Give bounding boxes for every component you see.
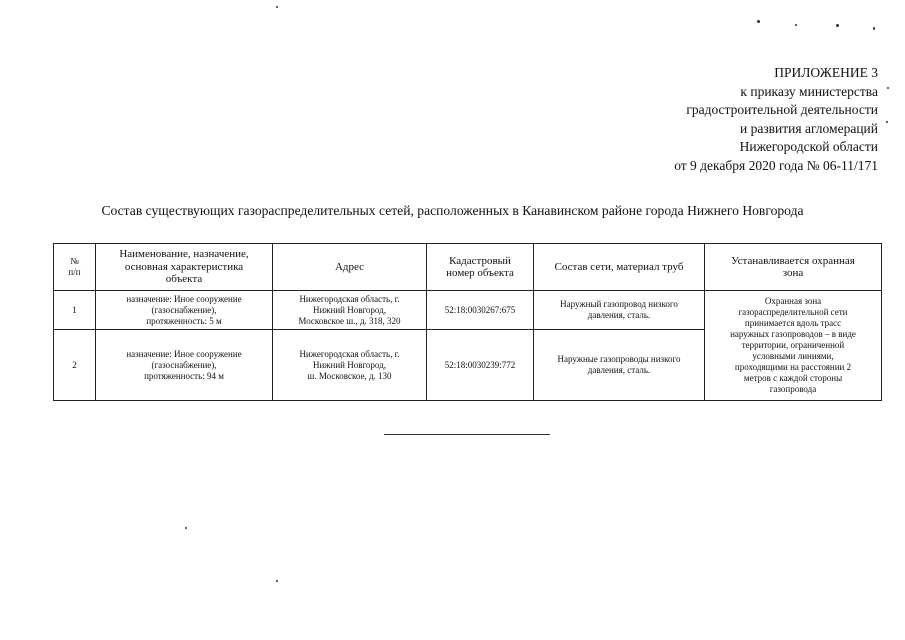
row-name: назначение: Иное сооружение (газоснабжение), протяженность: 94 м	[96, 330, 273, 401]
header-cadastral: Кадастровый номер объекта	[427, 244, 534, 291]
scan-speck	[185, 527, 187, 529]
region-line: Нижегородской области	[739, 139, 878, 155]
order-date-line: от 9 декабря 2020 года № 06-11/171	[674, 157, 878, 173]
scan-speck	[886, 121, 888, 123]
row-num: 1	[54, 291, 96, 330]
row-network: Наружный газопровод низкого давления, сталь.	[534, 291, 705, 330]
row-cadastral: 52:18:0030239:772	[427, 330, 534, 401]
scan-speck	[276, 6, 278, 8]
order-line: к приказу министерства	[740, 83, 878, 99]
row-name: назначение: Иное сооружение (газоснабжение), протяженность: 5 м	[96, 291, 273, 330]
row-num: 2	[54, 330, 96, 401]
scan-speck	[757, 20, 760, 23]
header-address: Адрес	[273, 244, 427, 291]
document-title: Состав существующих газораспределительных сетей, расположенных в Канавинском районе города Нижнего Новгорода	[101, 203, 804, 218]
header-network: Состав сети, материал труб	[534, 244, 705, 291]
row-zone: Охранная зона газораспределительной сети принимается вдоль трасс наружных газопроводов – в виде территории, ограниченной условными линиями, проходящими на расстоянии 2 метров с каждой стороны газопровода	[705, 291, 882, 401]
table-header-row	[54, 244, 882, 291]
gas-networks-table	[53, 243, 882, 401]
end-rule	[384, 434, 550, 435]
ministry-line-2: и развития агломераций	[739, 120, 878, 136]
appendix-header	[674, 64, 878, 176]
header-name: Наименование, назначение, основная характеристика объекта	[96, 244, 273, 291]
scan-speck	[887, 87, 889, 89]
ministry-line: градостроительной деятельности	[686, 102, 878, 118]
row-address: Нижегородская область, г. Нижний Новгород, Московское ш., д. 318, 320	[273, 291, 427, 330]
row-cadastral: 52:18:0030267:675	[427, 291, 534, 330]
scan-speck	[836, 24, 839, 27]
scan-speck	[795, 24, 797, 26]
header-num: № п/п	[54, 244, 96, 291]
appendix-number: ПРИЛОЖЕНИЕ 3	[774, 65, 878, 80]
scan-speck	[276, 580, 278, 582]
row-address: Нижегородская область, г. Нижний Новгород, ш. Московское, д. 130	[273, 330, 427, 401]
header-zone: Устанавливается охранная зона	[705, 244, 882, 291]
row-network: Наружные газопроводы низкого давления, сталь.	[534, 330, 705, 401]
table-row	[54, 291, 882, 330]
scan-speck	[873, 27, 875, 30]
